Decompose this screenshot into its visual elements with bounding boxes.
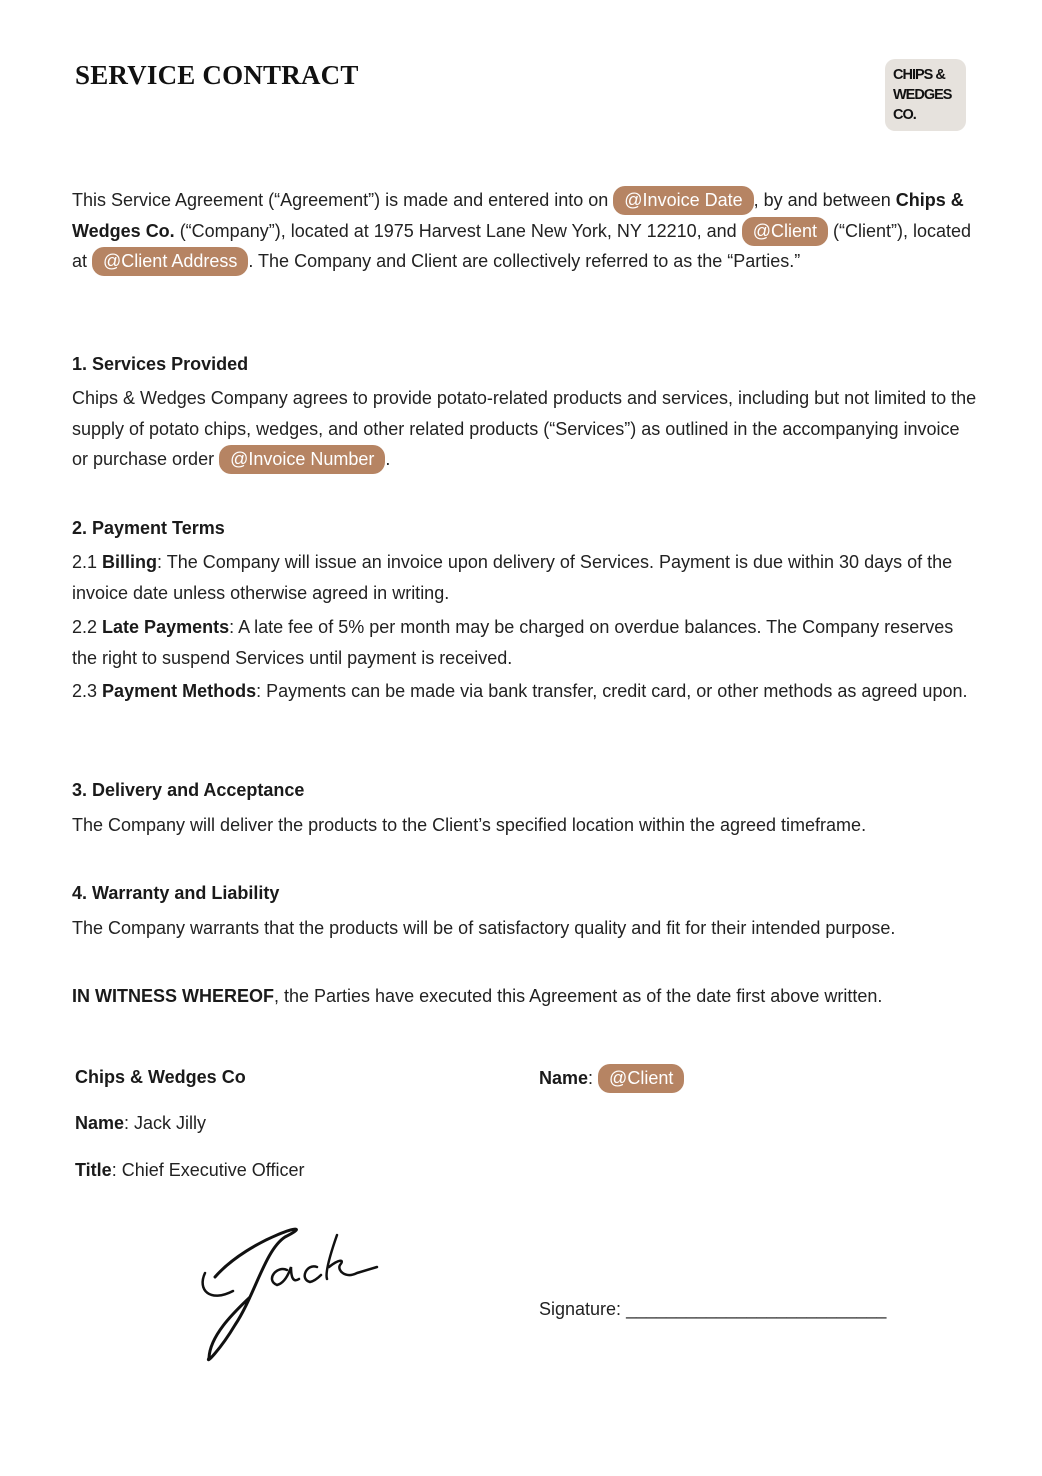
logo-line-3: CO. <box>893 107 916 123</box>
clause-text: : A late fee of 5% per month may be charged on overdue balances. The Company reserves the right to suspend Services until payment is received. <box>72 617 954 668</box>
clause-number: 2.2 <box>72 617 98 637</box>
signature-line[interactable]: __________________________ <box>626 1299 887 1319</box>
section-4-heading: 4. Warranty and Liability <box>72 883 280 903</box>
handwritten-signature <box>195 1215 395 1370</box>
invoice-date-tag[interactable]: @Invoice Date <box>613 186 753 215</box>
section-4-text: The Company warrants that the products will be of satisfactory quality and fit for their intended purpose. <box>72 918 896 938</box>
signatory-name: Jack Jilly <box>134 1113 207 1133</box>
company-logo <box>885 59 966 131</box>
intro-text-5: . The Company and Client are collectively referred to as the “Parties.” <box>248 251 801 271</box>
intro-text-1: This Service Agreement (“Agreement”) is made and entered into on <box>72 190 609 210</box>
intro-text-4: (“Client”), located at <box>72 220 972 271</box>
intro-paragraph <box>72 185 977 277</box>
witness-bold: IN WITNESS WHEREOF <box>72 986 274 1006</box>
section-1-heading: 1. Services Provided <box>72 354 249 374</box>
clause-text: : The Company will issue an invoice upon delivery of Services. Payment is due within 30 days of the invoice date unless otherwise agreed in writing. <box>72 552 953 603</box>
section-2-heading: 2. Payment Terms <box>72 518 225 538</box>
company-name: Chips & Wedges Co. <box>72 190 964 241</box>
company-signatory-person: Name: Jack Jilly <box>75 1113 207 1133</box>
name-label: Name <box>75 1113 125 1133</box>
section-3-heading: 3. Delivery and Acceptance <box>72 780 305 800</box>
client-signature-field[interactable] <box>539 1299 886 1320</box>
payment-methods-clause <box>72 676 977 707</box>
logo-line-1: CHIPS & <box>893 67 945 83</box>
clause-term: Payment Methods <box>102 681 257 701</box>
billing-clause <box>72 547 977 608</box>
logo-line-2: WEDGES <box>893 87 952 103</box>
signatory-title: Chief Executive Officer <box>121 1160 305 1180</box>
clause-number: 2.3 <box>72 681 98 701</box>
clause-text: : Payments can be made via bank transfer, credit card, or other methods as agreed upon. <box>256 681 968 701</box>
section-1-body: Chips & Wedges Company agrees to provide potato-related products and services, including but not limited to the supply of potato chips, wedges, and other related products (“Services”) as outlined in the accompanying invoice or purchase order <box>72 388 977 469</box>
invoice-number-tag[interactable]: @Invoice Number <box>219 445 385 474</box>
signature-label: Signature: <box>539 1299 622 1319</box>
clause-number: 2.1 <box>72 552 98 572</box>
witness-statement <box>72 981 977 1012</box>
client-address-tag[interactable]: @Client Address <box>92 247 248 276</box>
intro-text-3: (“Company”), located at 1975 Harvest Lane New York, NY 12210, and <box>174 220 737 241</box>
company-signatory-title: Title: Chief Executive Officer <box>75 1160 305 1180</box>
client-tag[interactable]: @Client <box>742 217 828 246</box>
title-label: Title <box>75 1160 112 1180</box>
client-signatory-name: Name: @Client <box>539 1064 684 1093</box>
clause-term: Late Payments <box>102 617 230 637</box>
late-payments-clause <box>72 612 977 673</box>
document-title: SERVICE CONTRACT <box>75 60 359 90</box>
section-3-text: The Company will deliver the products to the Client’s specified location within the agreed timeframe. <box>72 815 867 835</box>
section-1-text <box>72 383 977 475</box>
witness-text: , the Parties have executed this Agreement as of the date first above written. <box>274 986 883 1006</box>
name-label: Name <box>539 1068 589 1088</box>
clause-term: Billing <box>102 552 158 572</box>
client-name-tag[interactable]: @Client <box>598 1064 684 1093</box>
section-1-end: . <box>385 449 391 469</box>
intro-text-2: , by and between <box>753 190 891 210</box>
company-signatory-name: Chips & Wedges Co <box>75 1067 246 1087</box>
